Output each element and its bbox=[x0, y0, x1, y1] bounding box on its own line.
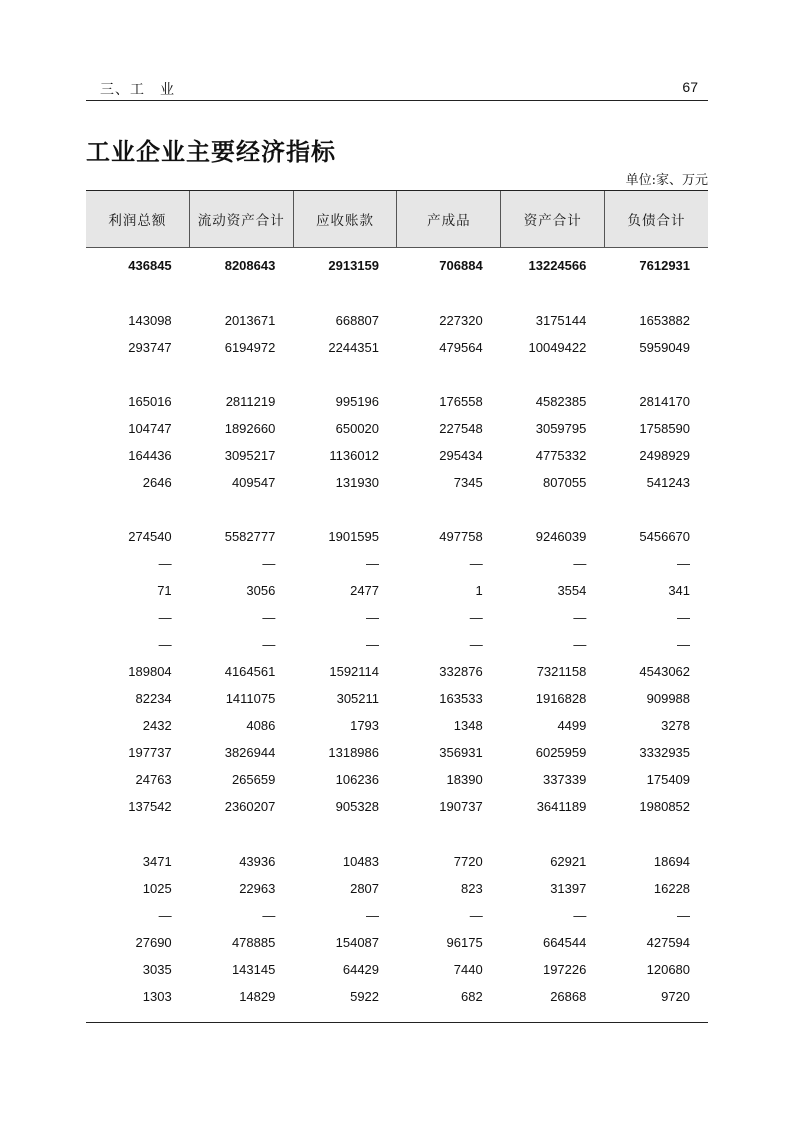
table-cell: — bbox=[158, 637, 172, 652]
table-cell: 16228 bbox=[653, 881, 691, 896]
table-cell: 10049422 bbox=[528, 340, 587, 355]
table-cell: 5582777 bbox=[224, 529, 276, 544]
table-cell: 9720 bbox=[661, 989, 691, 1004]
table-cell: 227320 bbox=[439, 313, 483, 328]
header-total-liabilities: 负债合计 bbox=[604, 191, 708, 247]
table-cell: 2432 bbox=[142, 718, 172, 733]
table-row bbox=[86, 797, 708, 817]
table-cell: — bbox=[158, 556, 172, 571]
table-cell: 22963 bbox=[239, 881, 276, 896]
table-cell: 4499 bbox=[557, 718, 587, 733]
table-cell: 64429 bbox=[342, 962, 380, 977]
table-cell: 4582385 bbox=[535, 394, 587, 409]
table-cell: 9246039 bbox=[535, 529, 587, 544]
table-cell: 2360207 bbox=[224, 799, 276, 814]
table-cell: 24763 bbox=[135, 772, 172, 787]
table-cell: 909988 bbox=[646, 691, 691, 706]
table-cell: 3332935 bbox=[639, 745, 691, 760]
table-cell: 26868 bbox=[550, 989, 587, 1004]
table-row bbox=[86, 743, 708, 763]
table-row bbox=[86, 473, 708, 493]
table-cell: 1793 bbox=[350, 718, 380, 733]
table-cell: 1758590 bbox=[639, 421, 691, 436]
table-cell: 341 bbox=[668, 583, 691, 598]
table-row bbox=[86, 608, 708, 628]
table-cell: 13224566 bbox=[528, 258, 587, 273]
table-cell: 905328 bbox=[335, 799, 380, 814]
running-head bbox=[86, 76, 708, 100]
table-cell: 1318986 bbox=[328, 745, 380, 760]
table-cell: 706884 bbox=[439, 258, 483, 273]
page-title: 工业企业主要经济指标 bbox=[86, 138, 336, 166]
table-cell: 2498929 bbox=[639, 448, 691, 463]
table-cell: 1892660 bbox=[224, 421, 276, 436]
table-cell: 1916828 bbox=[535, 691, 587, 706]
table-row bbox=[86, 933, 708, 953]
page-number: 67 bbox=[682, 79, 698, 95]
table-cell: 7720 bbox=[453, 854, 483, 869]
table-cell: — bbox=[677, 556, 691, 571]
table-cell: 104747 bbox=[128, 421, 172, 436]
table-row bbox=[86, 554, 708, 574]
table-cell: 436845 bbox=[128, 258, 172, 273]
table-row bbox=[86, 311, 708, 331]
table-cell: 14829 bbox=[239, 989, 276, 1004]
table-cell: — bbox=[677, 908, 691, 923]
table-cell: 1303 bbox=[142, 989, 172, 1004]
table-cell: 305211 bbox=[336, 691, 380, 706]
table-cell: 4086 bbox=[246, 718, 276, 733]
table-row bbox=[86, 689, 708, 709]
table-cell: 1348 bbox=[453, 718, 483, 733]
table-cell: 71 bbox=[157, 583, 172, 598]
table-cell: 31397 bbox=[550, 881, 587, 896]
table-cell: 664544 bbox=[542, 935, 587, 950]
table-cell: 164436 bbox=[128, 448, 172, 463]
section-label: 三、工 业 bbox=[100, 82, 175, 98]
table-cell: 197737 bbox=[128, 745, 172, 760]
table-cell: 295434 bbox=[439, 448, 483, 463]
table-cell: 143098 bbox=[128, 313, 172, 328]
table-cell: 541243 bbox=[646, 475, 691, 490]
table-cell: 3059795 bbox=[535, 421, 587, 436]
table-cell: 356931 bbox=[439, 745, 483, 760]
table-cell: — bbox=[262, 908, 276, 923]
table-cell: 131930 bbox=[335, 475, 380, 490]
table-cell: — bbox=[366, 610, 380, 625]
table-cell: 197226 bbox=[542, 962, 587, 977]
table-cell: 293747 bbox=[128, 340, 172, 355]
table-row bbox=[86, 527, 708, 547]
table-cell: 1025 bbox=[142, 881, 172, 896]
table-cell: 1980852 bbox=[639, 799, 691, 814]
table-cell: — bbox=[262, 556, 276, 571]
header-finished-goods: 产成品 bbox=[396, 191, 500, 247]
table-row bbox=[86, 446, 708, 466]
table-row bbox=[86, 662, 708, 682]
unit-label: 单位:家、万元 bbox=[625, 173, 708, 188]
table-row bbox=[86, 987, 708, 1007]
table-cell: 2811219 bbox=[225, 394, 276, 409]
table-cell: 1136012 bbox=[329, 448, 380, 463]
table-cell: 2814170 bbox=[639, 394, 691, 409]
table-cell: 995196 bbox=[335, 394, 380, 409]
table-cell: 3641189 bbox=[536, 799, 587, 814]
table-cell: 3554 bbox=[557, 583, 587, 598]
table-cell: 682 bbox=[460, 989, 483, 1004]
table-cell: 7345 bbox=[453, 475, 483, 490]
table-cell: 479564 bbox=[439, 340, 483, 355]
table-cell: 650020 bbox=[335, 421, 380, 436]
table-row bbox=[86, 879, 708, 899]
table-cell: 5456670 bbox=[639, 529, 691, 544]
table-cell: 1592114 bbox=[329, 664, 380, 679]
table-cell: 2646 bbox=[142, 475, 172, 490]
table-cell: 43936 bbox=[239, 854, 276, 869]
table-cell: 2013671 bbox=[224, 313, 276, 328]
table-cell: 82234 bbox=[135, 691, 172, 706]
table-cell: — bbox=[366, 908, 380, 923]
table-row bbox=[86, 256, 708, 276]
table-row bbox=[86, 419, 708, 439]
table-cell: — bbox=[573, 908, 587, 923]
header-current-assets: 流动资产合计 bbox=[189, 191, 293, 247]
table-cell: — bbox=[262, 610, 276, 625]
table-cell: 4164561 bbox=[224, 664, 276, 679]
table-cell: 7321158 bbox=[536, 664, 587, 679]
table-cell: — bbox=[158, 908, 172, 923]
table-row bbox=[86, 392, 708, 412]
table-cell: 1411075 bbox=[225, 691, 276, 706]
table-cell: 27690 bbox=[135, 935, 172, 950]
table-cell: 274540 bbox=[128, 529, 172, 544]
table-body bbox=[86, 248, 708, 1023]
header-receivables: 应收账款 bbox=[293, 191, 397, 247]
table-cell: 3175144 bbox=[535, 313, 587, 328]
table-cell: — bbox=[677, 610, 691, 625]
table-cell: 163533 bbox=[439, 691, 483, 706]
indicator-table bbox=[86, 190, 708, 1023]
table-row bbox=[86, 852, 708, 872]
table-cell: 227548 bbox=[439, 421, 483, 436]
table-cell: 427594 bbox=[646, 935, 691, 950]
table-cell: 1 bbox=[475, 583, 483, 598]
table-cell: 3278 bbox=[661, 718, 691, 733]
table-cell: 3826944 bbox=[224, 745, 276, 760]
table-cell: — bbox=[469, 556, 483, 571]
table-cell: 120680 bbox=[646, 962, 691, 977]
table-row bbox=[86, 906, 708, 926]
table-cell: 18390 bbox=[446, 772, 483, 787]
table-cell: — bbox=[677, 637, 691, 652]
table-cell: 478885 bbox=[231, 935, 276, 950]
table-cell: — bbox=[573, 610, 587, 625]
table-cell: 3471 bbox=[142, 854, 172, 869]
table-cell: 154087 bbox=[335, 935, 380, 950]
table-cell: 189804 bbox=[128, 664, 172, 679]
header-total-assets: 资产合计 bbox=[500, 191, 604, 247]
table-cell: — bbox=[573, 637, 587, 652]
table-cell: 106236 bbox=[335, 772, 380, 787]
table-cell: 18694 bbox=[653, 854, 691, 869]
table-cell: 668807 bbox=[335, 313, 380, 328]
header-profit: 利润总额 bbox=[108, 213, 167, 229]
table-row bbox=[86, 716, 708, 736]
table-cell: 497758 bbox=[439, 529, 483, 544]
table-cell: 1901595 bbox=[328, 529, 380, 544]
table-cell: 409547 bbox=[231, 475, 276, 490]
table-cell: 265659 bbox=[231, 772, 276, 787]
table-row bbox=[86, 770, 708, 790]
table-header bbox=[86, 190, 708, 248]
table-cell: 4543062 bbox=[639, 664, 691, 679]
table-cell: — bbox=[469, 610, 483, 625]
table-cell: 7612931 bbox=[639, 258, 691, 273]
table-cell: — bbox=[573, 556, 587, 571]
table-cell: 62921 bbox=[550, 854, 587, 869]
table-cell: 4775332 bbox=[535, 448, 587, 463]
header-rule bbox=[86, 100, 708, 101]
table-cell: 2913159 bbox=[328, 258, 380, 273]
table-cell: 6025959 bbox=[535, 745, 587, 760]
table-cell: 7440 bbox=[453, 962, 483, 977]
table-cell: — bbox=[469, 908, 483, 923]
table-row bbox=[86, 960, 708, 980]
table-row bbox=[86, 581, 708, 601]
table-cell: 807055 bbox=[542, 475, 587, 490]
table-cell: 165016 bbox=[128, 394, 172, 409]
table-cell: 3056 bbox=[246, 583, 276, 598]
table-cell: — bbox=[262, 637, 276, 652]
table-cell: 10483 bbox=[342, 854, 380, 869]
table-cell: 8208643 bbox=[224, 258, 276, 273]
table-cell: — bbox=[469, 637, 483, 652]
table-cell: — bbox=[366, 556, 380, 571]
table-cell: 96175 bbox=[446, 935, 483, 950]
table-cell: 823 bbox=[460, 881, 483, 896]
table-cell: — bbox=[158, 610, 172, 625]
table-cell: 176558 bbox=[439, 394, 483, 409]
table-cell: 337339 bbox=[542, 772, 587, 787]
table-cell: 3095217 bbox=[224, 448, 276, 463]
table-row bbox=[86, 338, 708, 358]
table-row bbox=[86, 635, 708, 655]
table-cell: 332876 bbox=[439, 664, 483, 679]
table-cell: — bbox=[366, 637, 380, 652]
table-cell: 5959049 bbox=[639, 340, 691, 355]
table-cell: 190737 bbox=[439, 799, 483, 814]
table-cell: 1653882 bbox=[639, 313, 691, 328]
table-cell: 3035 bbox=[142, 962, 172, 977]
table-cell: 137542 bbox=[128, 799, 172, 814]
table-cell: 143145 bbox=[231, 962, 276, 977]
table-cell: 5922 bbox=[350, 989, 380, 1004]
table-cell: 6194972 bbox=[224, 340, 276, 355]
table-cell: 2807 bbox=[350, 881, 380, 896]
table-cell: 175409 bbox=[646, 772, 691, 787]
table-cell: 2477 bbox=[350, 583, 380, 598]
table-cell: 2244351 bbox=[328, 340, 380, 355]
